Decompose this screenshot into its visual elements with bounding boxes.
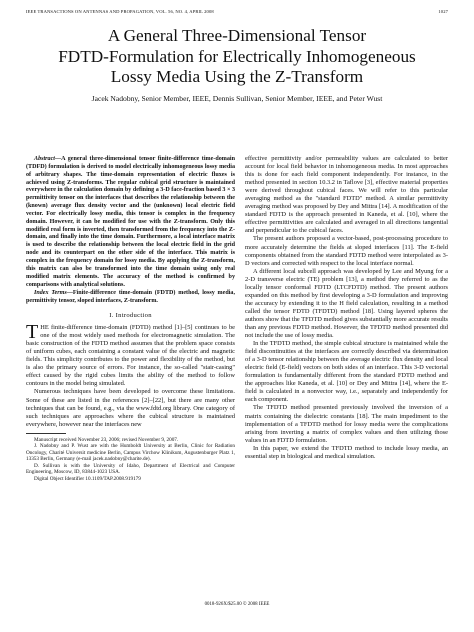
abstract-label: Abstract—	[34, 156, 62, 162]
title-line-3: Lossy Media Using the Z-Transform	[110, 67, 364, 86]
author-line: Jacek Nadobny, Senior Member, IEEE, Dennis Sullivan, Senior Member, IEEE, and Peter Wust	[91, 94, 383, 103]
intro-paragraph-1	[26, 321, 235, 388]
drop-cap: T	[26, 321, 39, 344]
index-terms-text: Finite-difference time-domain (FDTD) method, lossy media, permittivity tensor, sloped interfaces, Z-transform.	[26, 290, 235, 305]
title-line-1: A General Three-Dimensional Tensor	[107, 26, 367, 45]
footnote-doi: Digital Object Identifier 10.1109/TAP.2008.919179	[34, 475, 141, 482]
page-number: 1027	[438, 9, 448, 14]
running-head	[26, 9, 448, 14]
index-terms	[26, 290, 235, 306]
right-paragraph-4: In the TFDTD method, the simple cubical structure is maintained while the field discontinuities at the interfaces are correctly described via determination of a 3-D tensor relationship between the average electric flux density and local electric field (E-field) vectors on both sides of an interface. This 3-D vectorial formulation is fundamentally different from the standard FDTD method and the approaches like Kaneda, et al. [10] or Dey and Mittra [14], where the E-field is calculated in a nonvector way, i.e., separately and independently for each component.	[245, 340, 448, 404]
paper-title	[20, 26, 454, 88]
right-paragraph-3: A different local subcell approach was developed by Lee and Myung for a 2-D transverse electric (TE) problem [13], a method they referred to as the locally tensor conformal FDTD (LTCFDTD) method. The present authors expanded on this method by first developing a 3-D formulation and improving the accuracy by extending it to the H field calculation, resulting in a method called the tensor FDTD (TFDTD) method [18]. Using layered spheres the authors show that the TFDTD method gives substantially more accurate results than any previous FDTD method. However, the TFDTD method presented did not include the use of lossy media.	[245, 267, 448, 340]
left-column	[26, 156, 235, 482]
intro-paragraph-2: Numerous techniques have been developed to overcome these limitations. Some of these are listed in the references [2]–[22], but there are many other techniques that can be found, e.g., via the www.fdtd.org library. One category of such techniques are approaches where the cubical structure is maintained everywhere, however near the interfaces new	[26, 388, 235, 428]
right-paragraph-2: The present authors proposed a vector-based, post-processing procedure to more accurately determine the fields at sloped interfaces [11]. The E-field components obtained from the standard FDTD method were interpolated as 3-D vectors and corrected with respect to the local interface normal.	[245, 235, 448, 267]
right-column	[245, 155, 448, 461]
abstract-text: A general three-dimensional tensor finite-difference time-domain (TDFD) formulation is derived to model electrically inhomogeneous lossy media of arbitrary shapes. The time-domain representation of electric fluxes is achieved using Z-transforms. The regular cubical grid structure is maintained everywhere in the calculation domain by defining a 3-D face-fraction based 3 × 3 permittivity tensor on the interfaces that describes the relationship between the (known) average flux density vector and the (unknown) local electric field vector. For electrically lossy media, this tensor is complex in the frequency domain. However, it can be modified for use with the Z-transform. Only this modified real form is inverted, then transformed from the frequency into the Z-domain, and finally into the time domain. Furthermore, a local interface matrix is used to describe the relationship between the local electric field in the grid node and its counterpart on the other side of the interface. This matrix is complex in the frequency domain for lossy media. By applying the Z-transform, this matrix can also be transformed into the time domain using only real modified matrix elements. The accuracy of the method is confirmed by comparisons with analytical solutions.	[26, 156, 236, 288]
copyright-notice: 0018-926X/$25.00 © 2008 IEEE	[204, 602, 270, 607]
title-line-2: FDTD-Formulation for Electrically Inhomogeneous	[58, 46, 416, 66]
index-terms-label: Index Terms—	[34, 290, 73, 297]
right-paragraph-6: In this paper, we extend the TFDTD method to include lossy media, an essential step in biological and medical simulation.	[245, 444, 448, 460]
footnote-rule	[26, 433, 66, 434]
footnote-affiliation-2: D. Sullivan is with the University of Idaho, Department of Electrical and Computer Engineering, Moscow, ID, 83844-1023 USA.	[26, 462, 235, 476]
right-paragraph-1: effective permittivity and/or permeability values are calculated to better account for local field behavior in inhomogeneous media. In most approaches this is done for each field component independently. For instance, in the method presented in section 10.3.2 in Taflove [3], effective material properties were derived throughout cubical faces. We will refer to this particular averaging method as the "standard FDTD" method. A similar permittivity averaging method was proposed by Dey and Mittra [14]. A modification of the standard FDTD is the approach presented in Kaneda, et al. [10], where the effective permittivities are calculated and averaged in all directions tangential and perpendicular to the cubical faces.	[245, 155, 448, 235]
intro-paragraph-1-text: HE finite-difference time-domain (FDTD) method [1]–[5] continues to be one of the most widely used methods for electromagnetic simulation. The basic construction of the FDTD method assumes that the problem space consists of uniform cubes, each containing a constant value of the electric and magnetic fields. This simplicity contributes to the power and flexibility of the method, but is also the primary source of errors. For instance, the so-called "stair-casing" effect caused by the rigid cubes limits the ability of the method to follow contours in the model being simulated.	[26, 324, 235, 388]
journal-info: IEEE TRANSACTIONS ON ANTENNAS AND PROPAGATION, VOL. 56, NO. 4, APRIL 2008	[26, 9, 214, 14]
section-heading: I. Introduction	[109, 312, 152, 320]
footnote-received: Manuscript received November 23, 2006; revised November 9, 2007.	[34, 436, 179, 443]
right-paragraph-5: The TFDTD method presented previously involved the inversion of a matrix containing the dielectric constants [18]. The main impediment to the implementation of a TFDTD method for lossy media were the complications arising from inverting a matrix of complex values and then utilizing those values in an FDTD formulation.	[245, 404, 448, 444]
footnote-affiliation-1: J. Nadobny and P. Wust are with the Humboldt University at Berlin, Clinic for Radiation Oncology, Charité Universit medicine Berlin, Campus Virchow Klinikum, Augustenburger Platz 1, 13353 Berlin, Germany (e-mail jacek.nadobny@charite.de).	[26, 443, 235, 463]
abstract	[26, 156, 235, 289]
